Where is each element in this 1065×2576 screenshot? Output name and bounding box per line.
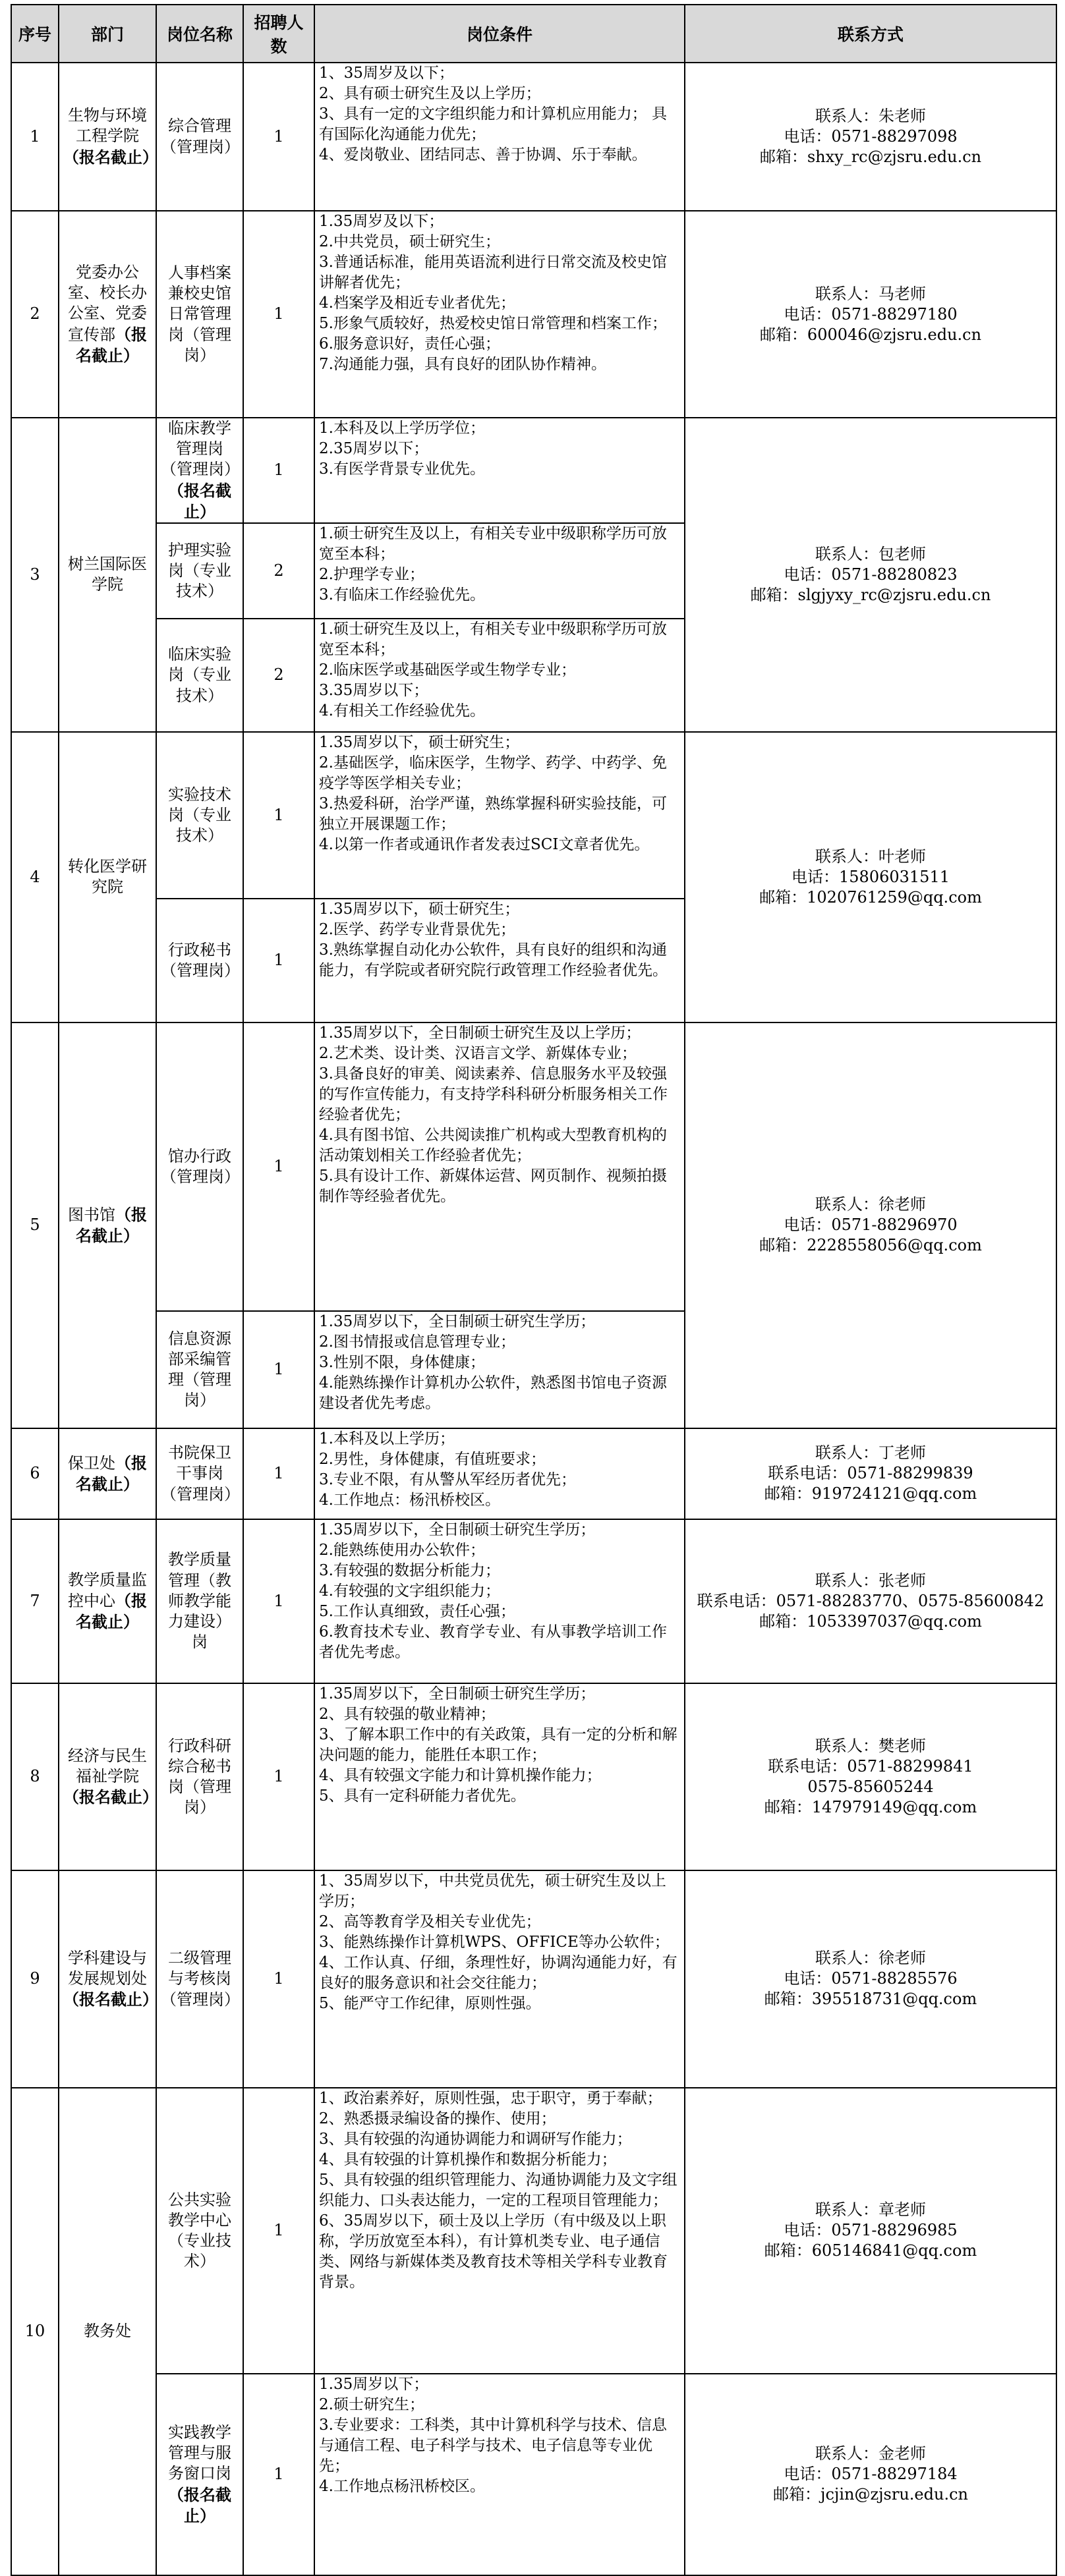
requirement-line: 1.本科及以上学历； — [319, 1430, 455, 1447]
hiring-count: 1 — [243, 899, 314, 1022]
department-cell — [59, 2088, 156, 2575]
contact-line: 邮箱：605146841@qq.com — [764, 2241, 977, 2260]
requirement-line: 4.档案学及相近专业者优先； — [319, 294, 515, 312]
hiring-count: 1 — [243, 1870, 314, 2088]
requirement-line: 3.专业要求：工科类，其中计算机科学与技术、信息与通信工程、电子科学与技术、电子信息等专业优先； — [319, 2416, 667, 2475]
requirement-line: 3、能熟练操作计算机WPS、OFFICE等办公软件； — [319, 1933, 670, 1951]
requirements-cell — [314, 1311, 685, 1428]
requirement-line: 5.形象气质较好，热爱校史馆日常管理和档案工作； — [319, 315, 667, 332]
table-row — [11, 1683, 1056, 1870]
requirements-cell — [314, 418, 685, 523]
groups.8.posts.0.name-part: 二级管理与考核岗（管理岗） — [161, 1949, 240, 2009]
requirements-cell — [314, 619, 685, 732]
requirement-line: 1.35周岁以下，全日制硕士研究生学历； — [319, 1685, 596, 1702]
department-cell — [59, 1870, 156, 2088]
requirement-line: 6.服务意识好，责任心强； — [319, 335, 500, 352]
groups.4.posts.0.name-part: 馆办行政（管理岗） — [161, 1146, 240, 1186]
row-number: 8 — [11, 1683, 59, 1870]
groups.0.dept-part: （报名截止） — [63, 147, 158, 167]
department-cell — [59, 1519, 156, 1683]
groups.0.dept-part: 生物与环境工程学院 — [68, 106, 147, 146]
row-number: 4 — [11, 732, 59, 1022]
requirement-line: 3.热爱科研，治学严谨，熟练掌握科研实验技能，可独立开展课题工作； — [319, 795, 667, 833]
contact-cell — [685, 1683, 1056, 1870]
contact-line: 邮箱：919724121@qq.com — [764, 1484, 977, 1503]
contact-cell — [685, 1022, 1056, 1428]
requirement-line: 1.35周岁以下，全日制硕士研究生学历； — [319, 1521, 596, 1538]
requirement-line: 5.具有设计工作、新媒体运营、网页制作、视频拍摄制作等经验者优先。 — [319, 1167, 667, 1205]
position-name — [156, 211, 243, 418]
position-name — [156, 1022, 243, 1311]
groups.4.dept-part: （报名截止） — [76, 1204, 147, 1245]
groups.0.posts.0.name-part: 综合管理（管理岗） — [161, 117, 240, 156]
groups.2.dept-part: 树兰国际医学院 — [68, 555, 147, 594]
contact-line: 电话：0571-88297098 — [784, 127, 958, 146]
requirement-line: 3.具备良好的审美、阅读素养、信息服务水平及较强的写作宣传能力，有支持学科科研分析服务相关工作经验者优先； — [319, 1065, 668, 1123]
groups.2.posts.1.name-part: 护理实验岗（专业技术） — [168, 540, 231, 601]
groups.7.dept-part: 经济与民生福祉学院 — [68, 1746, 147, 1785]
groups.4.dept-part: 图书馆 — [68, 1205, 115, 1224]
department-cell — [59, 211, 156, 418]
row-number: 2 — [11, 211, 59, 418]
requirement-line: 2、高等教育学及相关专业优先； — [319, 1913, 541, 1930]
requirements-cell — [314, 1519, 685, 1683]
contact-line: 联系人：章老师 — [815, 2200, 926, 2220]
position-name — [156, 1683, 243, 1870]
requirement-line: 1.硕士研究生及以上，有相关专业中级职称学历可放宽至本科； — [319, 524, 667, 563]
groups.9.posts.0.name-part: 公共实验教学中心（专业技术） — [168, 2190, 231, 2271]
position-name — [156, 63, 243, 211]
groups.6.dept-part: （报名截止） — [76, 1590, 147, 1632]
requirement-line: 5、能严守工作纪律，原则性强。 — [319, 1994, 541, 2012]
contact-line: 联系电话：0571-88299841 — [768, 1756, 973, 1776]
department-cell — [59, 1683, 156, 1870]
contact-line: 联系人：樊老师 — [815, 1736, 926, 1755]
table-row — [11, 1428, 1056, 1519]
requirement-line: 1.35周岁及以下； — [319, 213, 444, 230]
requirement-line: 1.35周岁以下，硕士研究生； — [319, 733, 520, 751]
department-cell — [59, 1428, 156, 1519]
hiring-count: 1 — [243, 418, 314, 523]
requirements-cell — [314, 1870, 685, 2088]
groups.7.posts.0.name-part: 行政科研综合秘书岗（管理岗） — [168, 1736, 231, 1817]
row-number: 7 — [11, 1519, 59, 1683]
contact-cell — [685, 211, 1056, 418]
requirement-line: 1.硕士研究生及以上，有相关专业中级职称学历可放宽至本科； — [319, 620, 667, 658]
contact-cell — [685, 732, 1056, 1022]
contact-line: 联系人：叶老师 — [815, 847, 926, 866]
groups.9.posts.1.name-part: 实践教学管理与服务窗口岗 — [168, 2422, 231, 2483]
requirement-line: 5、具有较强的组织管理能力、沟通协调能力及文字组织能力、口头表达能力，一定的工程项目管理能力； — [319, 2171, 677, 2209]
requirements-cell — [314, 732, 685, 899]
hiring-count: 1 — [243, 211, 314, 418]
groups.9.dept-part: 教务处 — [84, 2322, 131, 2341]
hiring-count: 1 — [243, 1519, 314, 1683]
contact-cell — [685, 63, 1056, 211]
position-name — [156, 1519, 243, 1683]
requirement-line: 1、政治素养好，原则性强，忠于职守，勇于奉献； — [319, 2089, 662, 2107]
requirement-line: 2.硕士研究生； — [319, 2395, 424, 2413]
requirement-line: 3.35周岁以下； — [319, 681, 429, 699]
contact-line: 邮箱：shxy_rc@zjsru.edu.cn — [759, 148, 982, 166]
hiring-count: 1 — [243, 1022, 314, 1311]
contact-line: 电话：0571-88296970 — [784, 1216, 958, 1235]
requirement-line: 2.35周岁以下； — [319, 440, 429, 457]
row-number: 5 — [11, 1022, 59, 1428]
requirement-line: 4.能熟练操作计算机办公软件，熟悉图书馆电子资源建设者优先考虑。 — [319, 1374, 667, 1412]
contact-cell — [685, 1519, 1056, 1683]
requirement-line: 3.性别不限，身体健康； — [319, 1353, 485, 1371]
requirement-line: 1.35周岁以下，全日制硕士研究生学历； — [319, 1312, 596, 1330]
requirement-line: 2.基础医学，临床医学，生物学、药学、中药学、免疫学等医学相关专业； — [319, 754, 667, 792]
position-name — [156, 2088, 243, 2374]
contact-line: 联系电话：0571-88299839 — [768, 1464, 973, 1483]
requirement-line: 4.以第一作者或通讯作者发表过SCI文章者优先。 — [319, 835, 650, 853]
hiring-count: 2 — [243, 523, 314, 619]
requirements-cell — [314, 211, 685, 418]
requirement-line: 4.有较强的文字组织能力； — [319, 1582, 500, 1600]
row-number: 10 — [11, 2088, 59, 2575]
position-name — [156, 732, 243, 899]
groups.6.posts.0.name-part: 教学质量管理（教师教学能力建设）岗 — [168, 1550, 231, 1652]
table-row — [11, 1870, 1056, 2088]
groups.5.posts.0.name-part: 书院保卫干事岗（管理岗） — [161, 1443, 240, 1503]
requirement-line: 2、熟悉摄录编设备的操作、使用； — [319, 2110, 556, 2127]
contact-cell — [685, 1428, 1056, 1519]
requirement-line: 1、35周岁及以下； — [319, 65, 454, 82]
position-name — [156, 2374, 243, 2575]
requirement-line: 3.有医学背景专业优先。 — [319, 461, 485, 478]
groups.8.dept-part: （报名截止） — [63, 1990, 158, 2009]
groups.3.posts.0.name-part: 实验技术岗（专业技术） — [168, 785, 231, 845]
position-name — [156, 1870, 243, 2088]
table-row — [11, 1519, 1056, 1683]
groups.9.posts.1.name-part: （报名截止） — [168, 2484, 231, 2525]
contact-line: 联系人：金老师 — [815, 2444, 926, 2463]
requirement-line: 4、工作认真、仔细，条理性好，协调沟通能力好，有良好的服务意识和社会交往能力； — [319, 1953, 677, 1992]
contact-line: 电话：0571-88297184 — [784, 2465, 958, 2484]
department-cell — [59, 418, 156, 732]
requirement-line: 2.男性，身体健康，有值班要求； — [319, 1450, 546, 1468]
requirement-line: 6、35周岁以下，硕士及以上学历（有中级及以上职称，学历放宽至本科），有计算机类专业、电子通信类、网络与新媒体类及教育技术等相关学科专业教育背景。 — [319, 2212, 668, 2291]
contact-line: 邮箱：2228558056@qq.com — [759, 1236, 982, 1255]
requirement-line: 2.艺术类、设计类、汉语言文学、新媒体专业； — [319, 1044, 637, 1062]
contact-line: 电话：0571-88297180 — [784, 304, 958, 323]
contact-cell — [685, 418, 1056, 732]
contact-line: 邮箱：147979149@qq.com — [764, 1797, 977, 1816]
contact-line: 联系人：马老师 — [815, 284, 926, 303]
requirement-line: 1、35周岁以下，中共党员优先，硕士研究生及以上学历； — [319, 1872, 666, 1910]
row-number: 3 — [11, 418, 59, 732]
requirement-line: 3.熟练掌握自动化办公软件，具有良好的组织和沟通能力，有学院或者研究院行政管理工作经验者优先。 — [319, 941, 668, 979]
contact-line: 电话：0571-88280823 — [784, 565, 958, 584]
groups.5.dept-part: （报名截止） — [76, 1453, 147, 1494]
requirement-line: 4.工作地点：杨汛桥校区。 — [319, 1491, 500, 1509]
position-name — [156, 899, 243, 1022]
position-name — [156, 619, 243, 732]
department-cell — [59, 732, 156, 1022]
contact-line: 联系电话：0571-88283770、0575-85600842 — [697, 1591, 1045, 1610]
position-name — [156, 418, 243, 523]
requirement-line: 3、具有较强的沟通协调能力和调研写作能力； — [319, 2130, 632, 2148]
requirement-line: 3.普通话标准，能用英语流利进行日常交流及校史馆讲解者优先； — [319, 254, 667, 291]
groups.4.posts.1.name-part: 信息资源部采编管理（管理岗） — [168, 1329, 231, 1410]
header-contact: 联系方式 — [685, 5, 1056, 63]
hiring-count: 1 — [243, 732, 314, 899]
requirements-cell — [314, 2088, 685, 2374]
requirement-line: 3.有较强的数据分析能力； — [319, 1561, 500, 1579]
recruitment-table — [11, 4, 1057, 2576]
requirement-line: 5.工作认真细致，责任心强； — [319, 1602, 515, 1620]
requirement-line: 3.专业不限，有从警从军经历者优先； — [319, 1470, 576, 1488]
contact-line: 邮箱：slgjyxy_rc@zjsru.edu.cn — [750, 585, 991, 604]
contact-line: 邮箱：600046@zjsru.edu.cn — [759, 325, 982, 344]
contact-line: 联系人：张老师 — [815, 1571, 926, 1590]
hiring-count: 1 — [243, 1311, 314, 1428]
hiring-count: 1 — [243, 63, 314, 211]
groups.3.dept-part: 转化医学研究院 — [68, 857, 147, 897]
position-name — [156, 1311, 243, 1428]
requirement-line: 4、具有较强的计算机操作和数据分析能力； — [319, 2150, 617, 2168]
groups.3.posts.1.name-part: 行政秘书（管理岗） — [161, 940, 240, 980]
requirement-line: 1.35周岁以下，硕士研究生； — [319, 900, 520, 918]
contact-line: 电话：0571-88296985 — [784, 2221, 958, 2240]
contact-line: 邮箱：jcjin@zjsru.edu.cn — [773, 2485, 968, 2504]
requirement-line: 3、了解本职工作中的有关政策，具有一定的分析和解决问题的能力，能胜任本职工作； — [319, 1725, 677, 1764]
groups.1.posts.0.name-part: 人事档案兼校史馆日常管理岗（管理岗） — [168, 264, 231, 364]
contact-line: 邮箱：1020761259@qq.com — [759, 887, 982, 907]
groups.6.dept-part: 教学质量监控中心 — [68, 1570, 147, 1610]
groups.2.posts.0.name-part: （报名截止） — [168, 480, 231, 521]
requirements-cell — [314, 523, 685, 619]
requirement-line: 3.有临床工作经验优先。 — [319, 586, 485, 603]
requirement-line: 4.有相关工作经验优先。 — [319, 702, 485, 719]
contact-line: 联系人：朱老师 — [815, 107, 926, 125]
requirement-line: 2、具有较强的敬业精神； — [319, 1705, 496, 1723]
hiring-count: 1 — [243, 2374, 314, 2575]
groups.8.dept-part: 学科建设与发展规划处 — [68, 1948, 147, 1988]
requirement-line: 4.工作地点杨汛桥校区。 — [319, 2477, 485, 2495]
contact-line: 联系人：徐老师 — [815, 1195, 926, 1214]
requirement-line: 7.沟通能力强，具有良好的团队协作精神。 — [319, 356, 606, 373]
table-row — [11, 63, 1056, 211]
row-number: 6 — [11, 1428, 59, 1519]
table-row — [11, 418, 1056, 523]
contact-cell — [685, 2374, 1056, 2575]
groups.2.posts.2.name-part: 临床实验岗（专业技术） — [168, 645, 231, 705]
table-row — [11, 732, 1056, 899]
contact-line: 联系人：包老师 — [815, 544, 926, 563]
requirement-line: 4、具有较强文字能力和计算机操作能力； — [319, 1766, 602, 1784]
department-cell — [59, 63, 156, 211]
header-dept: 部门 — [59, 5, 156, 63]
contact-cell — [685, 1870, 1056, 2088]
requirements-cell — [314, 1428, 685, 1519]
hiring-count: 2 — [243, 619, 314, 732]
contact-line: 联系人：丁老师 — [815, 1443, 926, 1463]
groups.5.dept-part: 保卫处 — [68, 1453, 115, 1472]
requirement-line: 2.医学、药学专业背景优先； — [319, 920, 515, 938]
contact-line: 0575-85605244 — [807, 1777, 934, 1796]
contact-cell — [685, 2088, 1056, 2374]
requirements-cell — [314, 63, 685, 211]
requirement-line: 1.35周岁以下，全日制硕士研究生及以上学历； — [319, 1024, 641, 1042]
contact-line: 邮箱：395518731@qq.com — [764, 1990, 977, 2009]
requirement-line: 2.能熟练使用办公软件； — [319, 1541, 485, 1559]
department-cell — [59, 1022, 156, 1428]
groups.1.dept-part: （报名截止） — [76, 324, 147, 365]
requirement-line: 2、具有硕士研究生及以上学历； — [319, 85, 541, 102]
row-number: 1 — [11, 63, 59, 211]
requirement-line: 3、具有一定的文字组织能力和计算机应用能力； 具有国际化沟通能力优先； — [319, 105, 667, 143]
requirement-line: 2.图书情报或信息管理专业； — [319, 1333, 515, 1351]
requirements-cell — [314, 899, 685, 1022]
contact-line: 邮箱：1053397037@qq.com — [759, 1611, 982, 1631]
requirements-cell — [314, 2374, 685, 2575]
groups.1.dept-part: 党委办公室、校长办公室、党委宣传部 — [68, 263, 147, 344]
hiring-count: 1 — [243, 2088, 314, 2374]
table-row — [11, 2088, 1056, 2374]
requirement-line: 4.具有图书馆、公共阅读推广机构或大型教育机构的活动策划相关工作经验者优先； — [319, 1126, 667, 1164]
requirement-line: 1.本科及以上学历学位； — [319, 420, 485, 437]
position-name — [156, 1428, 243, 1519]
table-row — [11, 1022, 1056, 1311]
groups.2.posts.0.name-part: 临床教学管理岗（管理岗） — [161, 419, 240, 479]
contact-line: 电话：0571-88285576 — [784, 1969, 958, 1988]
requirements-cell — [314, 1022, 685, 1311]
requirement-line: 4、爱岗敬业、团结同志、善于协调、乐于奉献。 — [319, 146, 647, 163]
requirements-cell — [314, 1683, 685, 1870]
header-requirements: 岗位条件 — [314, 5, 685, 63]
header-no: 序号 — [11, 5, 59, 63]
contact-line: 电话：15806031511 — [792, 867, 950, 886]
requirement-line: 2.中共党员，硕士研究生； — [319, 233, 500, 250]
requirement-line: 6.教育技术专业、教育学专业、有从事教学培训工作者优先考虑。 — [319, 1623, 667, 1661]
position-name — [156, 523, 243, 619]
hiring-count: 1 — [243, 1428, 314, 1519]
row-number: 9 — [11, 1870, 59, 2088]
table-row — [11, 211, 1056, 418]
table-row — [11, 2374, 1056, 2575]
requirement-line: 1.35周岁以下； — [319, 2375, 429, 2393]
groups.7.dept-part: （报名截止） — [63, 1787, 158, 1807]
contact-line: 联系人：徐老师 — [815, 1949, 926, 1968]
header-count: 招聘人数 — [243, 5, 314, 63]
hiring-count: 1 — [243, 1683, 314, 1870]
requirement-line: 2.护理学专业； — [319, 565, 424, 583]
requirement-line: 2.临床医学或基础医学或生物学专业； — [319, 661, 576, 679]
header-position: 岗位名称 — [156, 5, 243, 63]
header-row — [11, 5, 1056, 63]
requirement-line: 5、具有一定科研能力者优先。 — [319, 1787, 526, 1805]
